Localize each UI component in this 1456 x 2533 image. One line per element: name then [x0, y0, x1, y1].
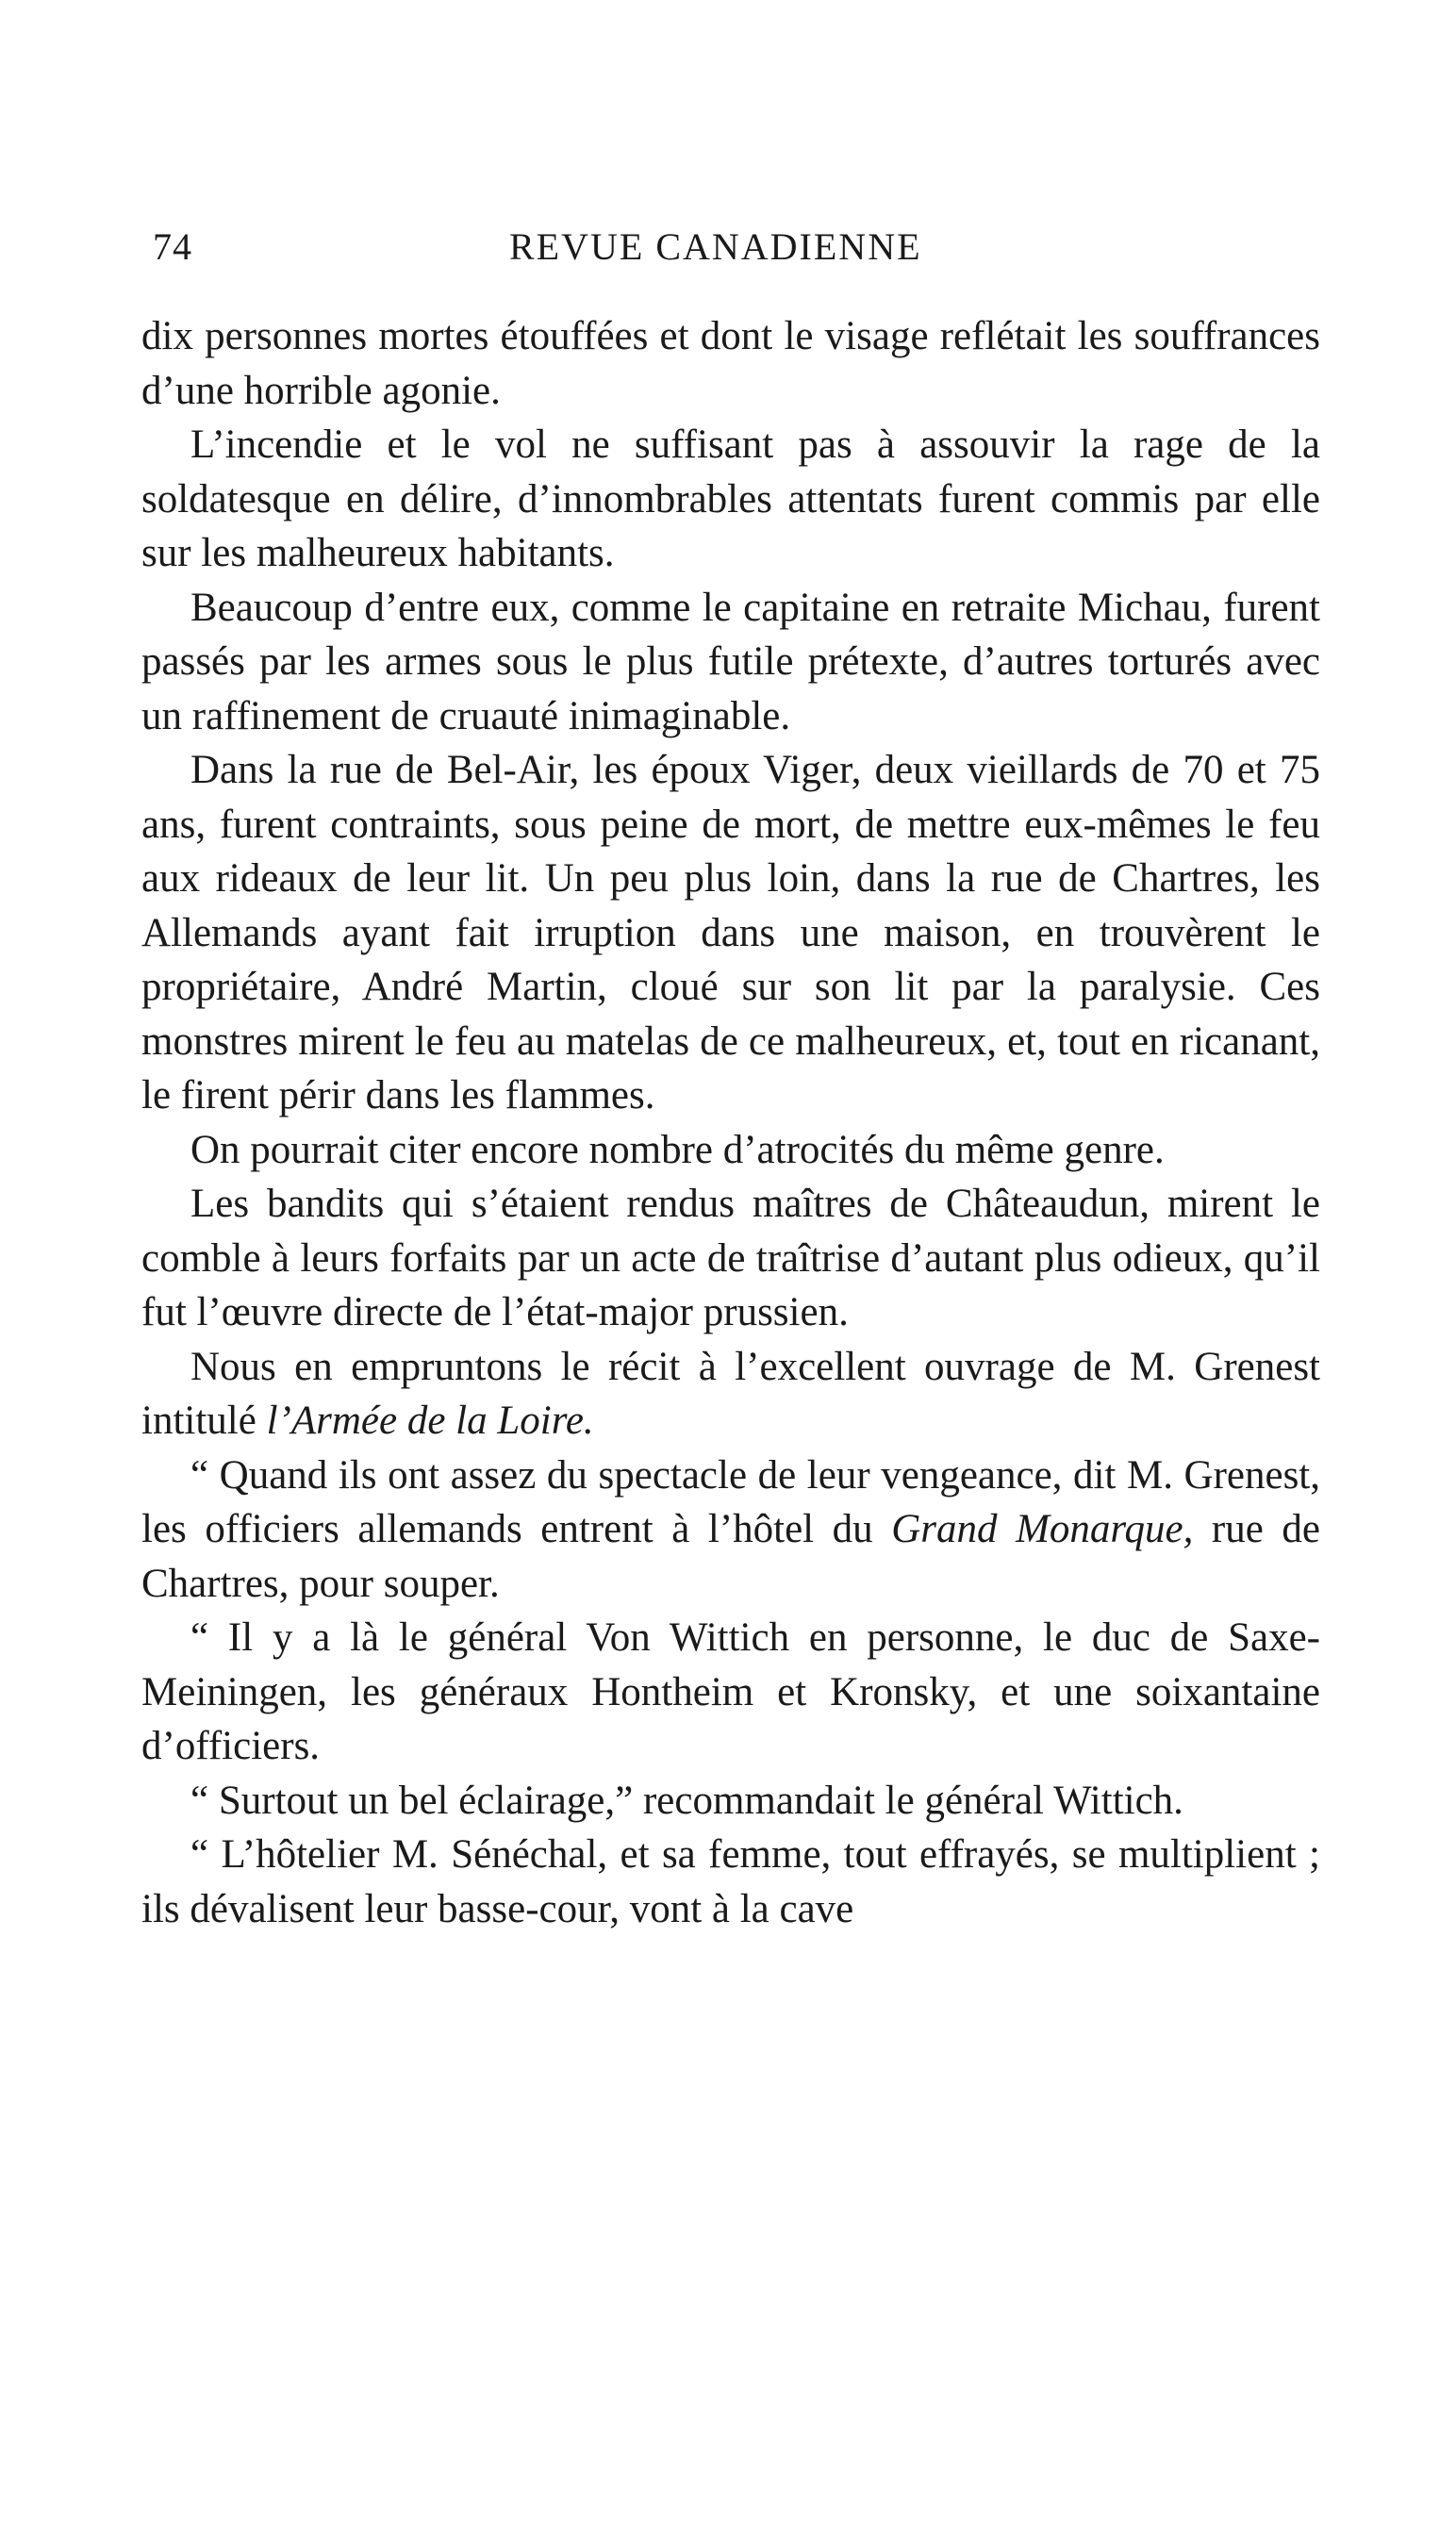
paragraph-quand: [141, 1449, 1320, 1612]
paragraph-bandits: Les bandits qui s’étaient rendus maîtres de Châteaudun, mirent le comble à leurs forfaits par un acte de traîtrise d’autant plus odieux, qu’il fut l’œuvre directe de l’état-major prussien.: [141, 1182, 1320, 1334]
paragraph-incendie: L’incendie et le vol ne suffisant pas à assouvir la rage de la soldatesque en délire, d’innombrables attentats furent commis par elle sur les malheureux habitants.: [141, 422, 1320, 575]
paragraph-beaucoup: Beaucoup d’entre eux, comme le capitaine en retraite Michau, furent passés par les armes sous le plus futile prétexte, d’autres torturés avec un raffinement de cruauté inimaginable.: [141, 585, 1320, 738]
paragraph-quand-text: “ Quand ils ont assez du spectacle de leur vengeance, dit M. Grenest, les officiers allemands entrent à l’hôtel du: [141, 1452, 1320, 1551]
running-head: [141, 224, 1320, 281]
page-number: 74: [153, 225, 192, 268]
paragraph-bel-air: Dans la rue de Bel-Air, les époux Viger, deux vieillards de 70 et 75 ans, furent contraints, sous peine de mort, de mettre eux-mêmes le feu aux rideaux de leur lit. Un peu plus loin, dans la rue de Chartres, les Allemands ayant fait irruption dans une maison, en trouvèrent le propriétaire, André Martin, cloué sur son lit par la paralysie. Ces monstres mirent le feu au matelas de ce malheureux, et, tout en ricanant, le firent périr dans les flammes.: [141, 748, 1320, 1118]
paragraph-eclairage: “ Surtout un bel éclairage,” recommandait le général Wittich.: [190, 1778, 1183, 1823]
paragraph-continuation: dix personnes mortes étouffées et dont le visage reflétait les souffrances d’une horrible agonie.: [141, 314, 1320, 413]
paragraph-recit-text: Nous en empruntons le récit à l’excellent ouvrage de M. Grenest intitulé: [141, 1344, 1320, 1443]
paragraph-hotelier: “ L’hôtelier M. Sénéchal, et sa femme, tout effrayés, se multiplient ; ils dévalisent leur basse-cour, vont à la cave: [141, 1832, 1320, 1931]
journal-title: REVUE CANADIENNE: [509, 225, 922, 268]
hotel-name-italic: Grand Monarque,: [891, 1507, 1194, 1551]
paragraph-atrocites: On pourrait citer encore nombre d’atrocités du même genre.: [190, 1127, 1165, 1172]
paragraph-general: “ Il y a là le général Von Wittich en personne, le duc de Saxe-Meiningen, les généraux Hontheim et Kronsky, et une soixantaine d’officiers.: [141, 1615, 1320, 1768]
book-title-italic: l’Armée de la Loire.: [266, 1399, 594, 1443]
body-text: [141, 309, 1320, 1936]
paragraph-quand-after: rue de Chartres, pour souper.: [141, 1507, 1320, 1606]
paragraph-recit: [141, 1340, 1320, 1449]
